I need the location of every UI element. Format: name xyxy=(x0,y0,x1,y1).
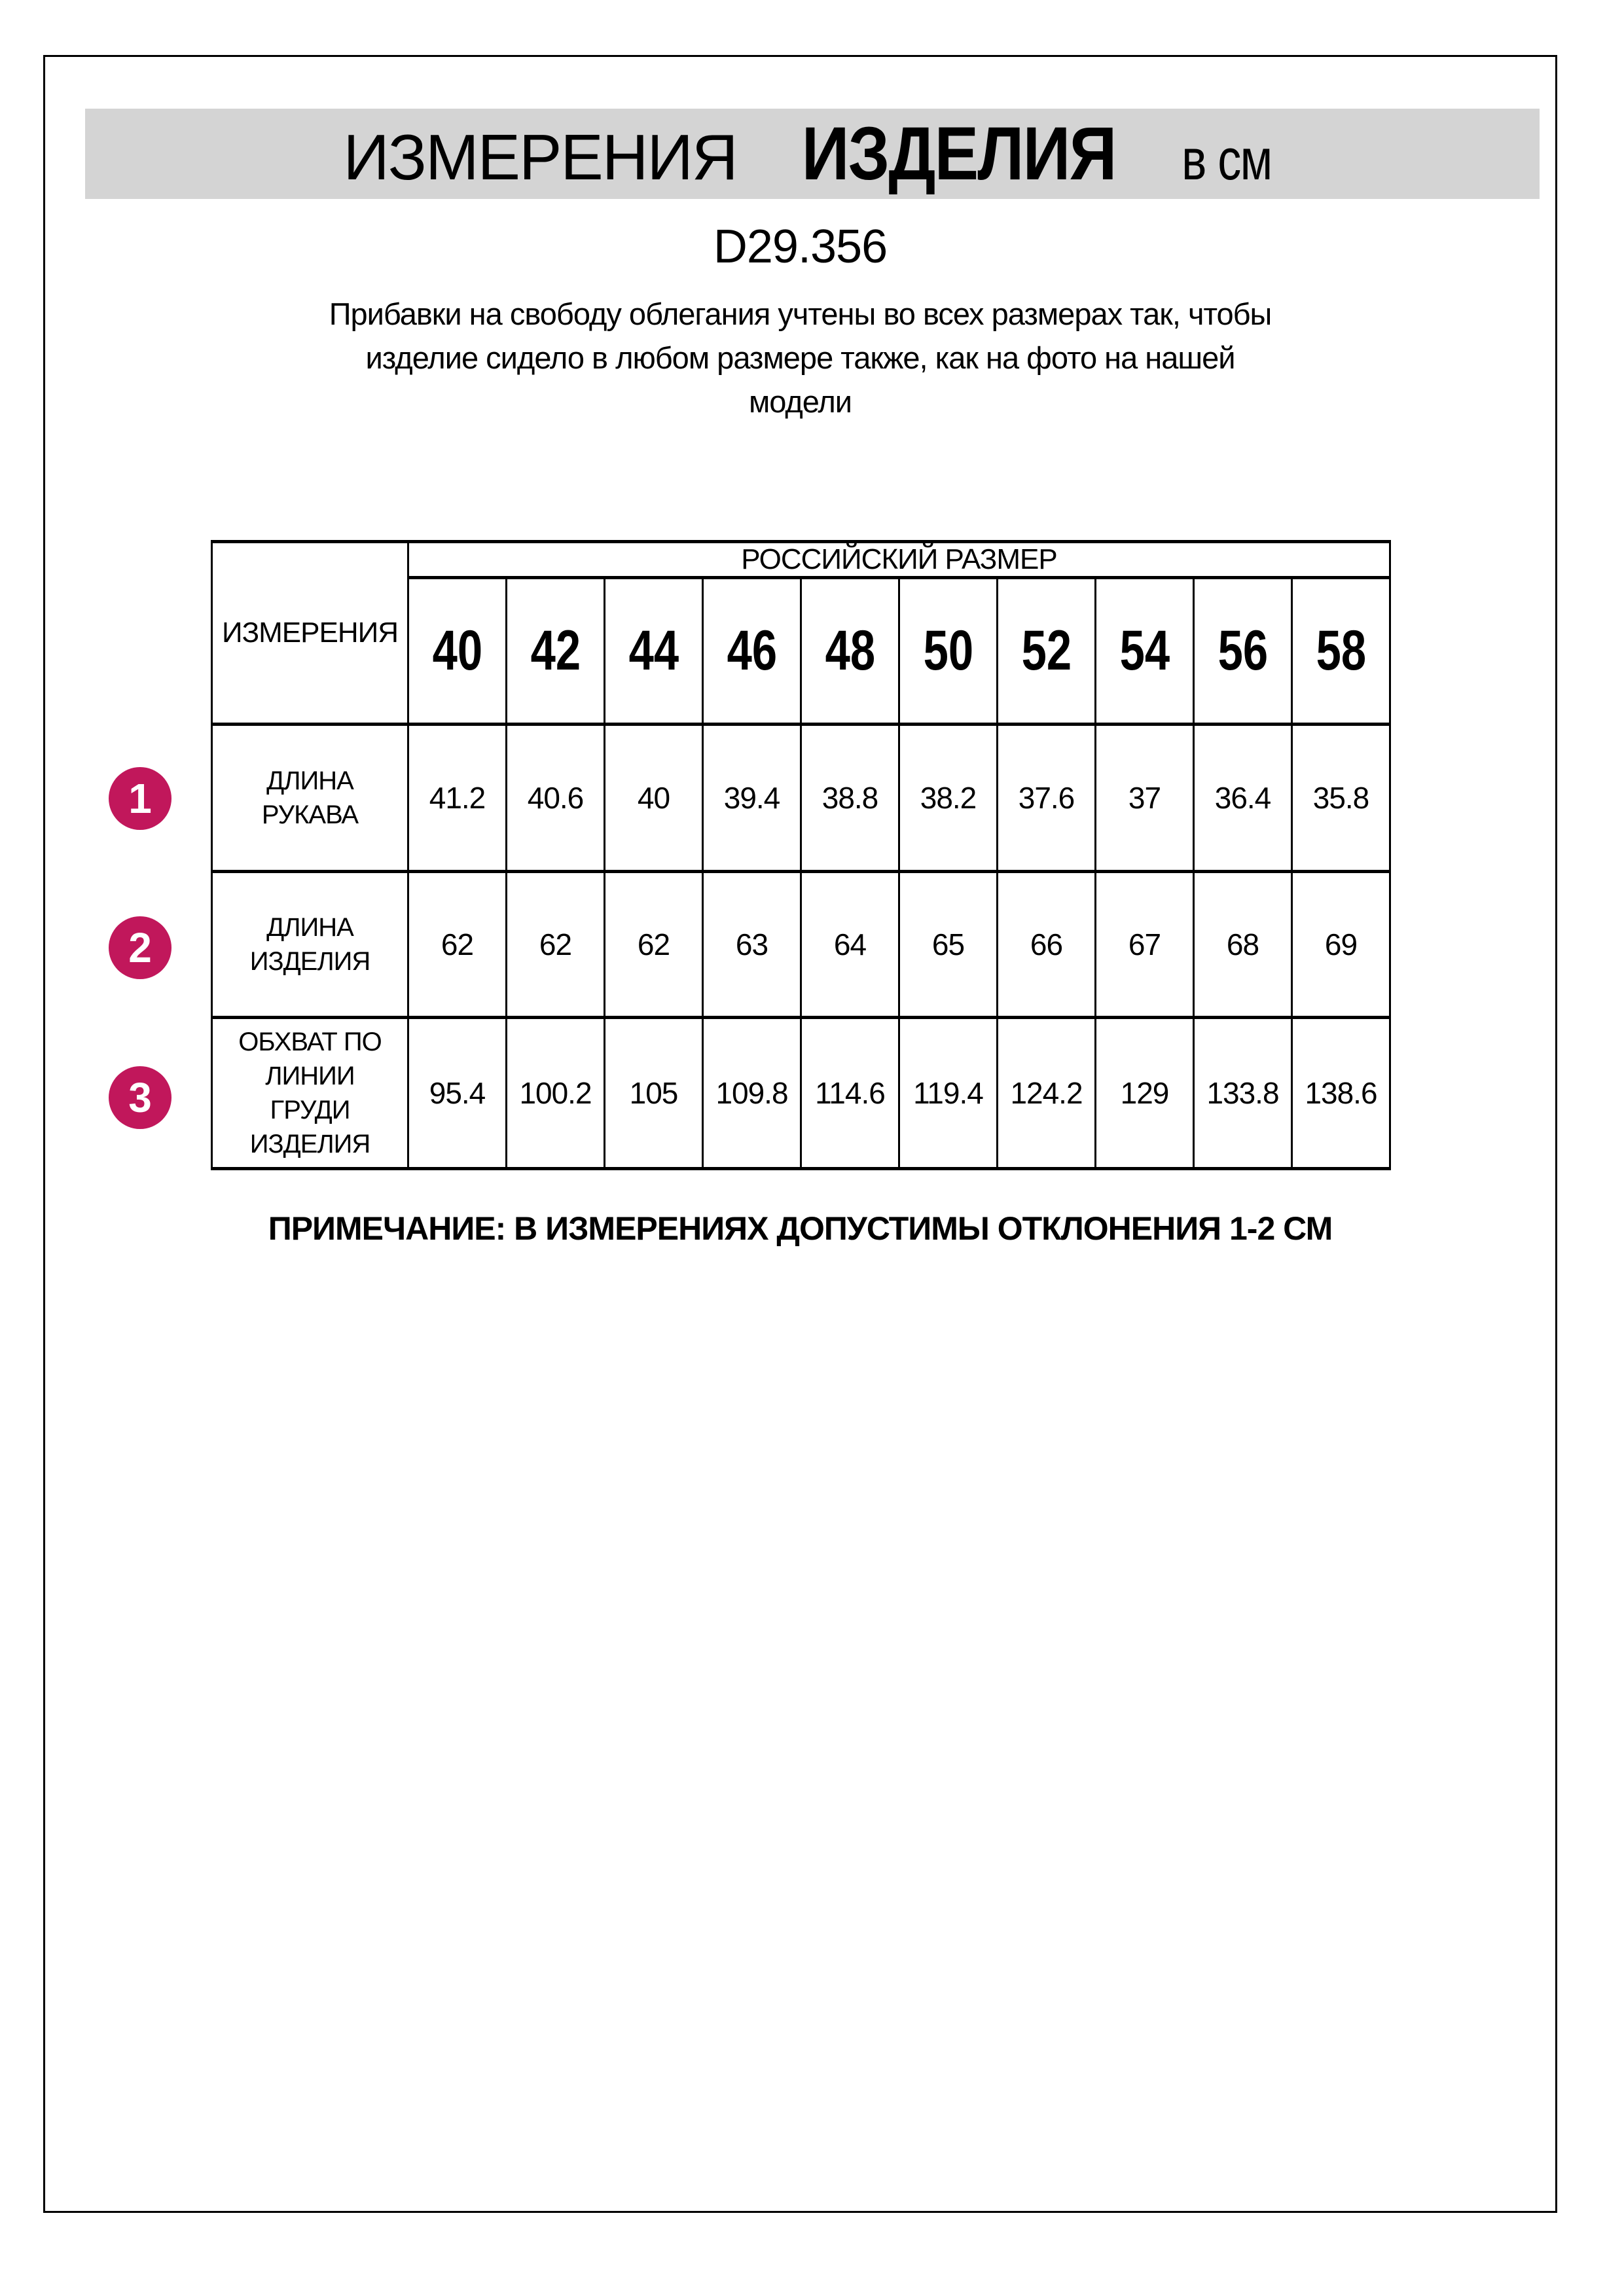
title-measurements-word: ИЗМЕРЕНИЯ xyxy=(343,121,737,193)
measurement-value-cell: 105 xyxy=(605,1018,703,1169)
measurement-value-cell: 133.8 xyxy=(1194,1018,1292,1169)
fit-description-line-1: Прибавки на свободу облегания учтены во всех размерах так, чтобы xyxy=(329,296,1272,331)
measurement-value-cell: 37 xyxy=(1096,725,1194,872)
measurement-value-cell: 66 xyxy=(998,872,1096,1018)
measurement-value-cell: 138.6 xyxy=(1292,1018,1390,1169)
row-number-badge-3: 3 xyxy=(109,1066,171,1129)
measurement-value-cell: 41.2 xyxy=(408,725,507,872)
group-header-cell: РОССИЙСКИЙ РАЗМЕР xyxy=(408,542,1390,578)
measurement-value-cell: 119.4 xyxy=(899,1018,998,1169)
measurement-value-cell: 95.4 xyxy=(408,1018,507,1169)
measurement-value-cell: 40 xyxy=(605,725,703,872)
size-col-header: 58 xyxy=(1292,578,1390,725)
measurement-value-cell: 124.2 xyxy=(998,1018,1096,1169)
fit-description-line-3: модели xyxy=(748,384,852,419)
measurement-value-cell: 109.8 xyxy=(703,1018,801,1169)
measurement-label-cell: ДЛИНА РУКАВА xyxy=(212,725,408,872)
measurement-value-cell: 37.6 xyxy=(998,725,1096,872)
measurement-value-cell: 39.4 xyxy=(703,725,801,872)
table-row xyxy=(212,725,1390,872)
size-col-header: 40 xyxy=(408,578,507,725)
measurement-value-cell: 64 xyxy=(801,872,899,1018)
page-title xyxy=(343,111,1281,197)
measurement-value-cell: 62 xyxy=(408,872,507,1018)
measurement-value-cell: 100.2 xyxy=(507,1018,605,1169)
measurement-value-cell: 35.8 xyxy=(1292,725,1390,872)
row-number-badge-2: 2 xyxy=(109,916,171,979)
measurement-value-cell: 38.2 xyxy=(899,725,998,872)
measurement-value-cell: 63 xyxy=(703,872,801,1018)
measurement-label-cell: ДЛИНА ИЗДЕЛИЯ xyxy=(212,872,408,1018)
size-col-header: 56 xyxy=(1194,578,1292,725)
measurement-value-cell: 114.6 xyxy=(801,1018,899,1169)
table-header-group-row xyxy=(212,542,1390,578)
measurement-value-cell: 36.4 xyxy=(1194,725,1292,872)
measurement-value-cell: 129 xyxy=(1096,1018,1194,1169)
size-col-header: 48 xyxy=(801,578,899,725)
measurement-value-cell: 38.8 xyxy=(801,725,899,872)
product-code: D29.356 xyxy=(713,221,888,273)
measurement-value-cell: 40.6 xyxy=(507,725,605,872)
title-product-word: ИЗДЕЛИЯ xyxy=(801,112,1116,196)
fit-description-line-2: изделие сидело в любом размере также, как на фото на нашей xyxy=(365,340,1235,375)
measurement-value-cell: 69 xyxy=(1292,872,1390,1018)
fit-description xyxy=(43,292,1557,423)
measurement-value-cell: 65 xyxy=(899,872,998,1018)
size-col-header: 42 xyxy=(507,578,605,725)
size-col-header: 52 xyxy=(998,578,1096,725)
measurement-label-cell: ОБХВАТ ПО ЛИНИИ ГРУДИ ИЗДЕЛИЯ xyxy=(212,1018,408,1169)
corner-header-cell: ИЗМЕРЕНИЯ xyxy=(212,542,408,725)
size-col-header: 54 xyxy=(1096,578,1194,725)
measurement-value-cell: 62 xyxy=(507,872,605,1018)
table-row xyxy=(212,1018,1390,1169)
measurements-table xyxy=(211,540,1391,1170)
size-col-header: 46 xyxy=(703,578,801,725)
title-band xyxy=(85,109,1540,199)
row-number-badge-1: 1 xyxy=(109,767,171,830)
title-units: в см xyxy=(1182,127,1272,192)
size-col-header: 50 xyxy=(899,578,998,725)
measurement-value-cell: 62 xyxy=(605,872,703,1018)
measurement-value-cell: 68 xyxy=(1194,872,1292,1018)
table-row xyxy=(212,872,1390,1018)
size-col-header: 44 xyxy=(605,578,703,725)
tolerance-note: ПРИМЕЧАНИЕ: В ИЗМЕРЕНИЯХ ДОПУСТИМЫ ОТКЛОНЕНИЯ 1-2 СМ xyxy=(268,1210,1333,1247)
measurement-value-cell: 67 xyxy=(1096,872,1194,1018)
